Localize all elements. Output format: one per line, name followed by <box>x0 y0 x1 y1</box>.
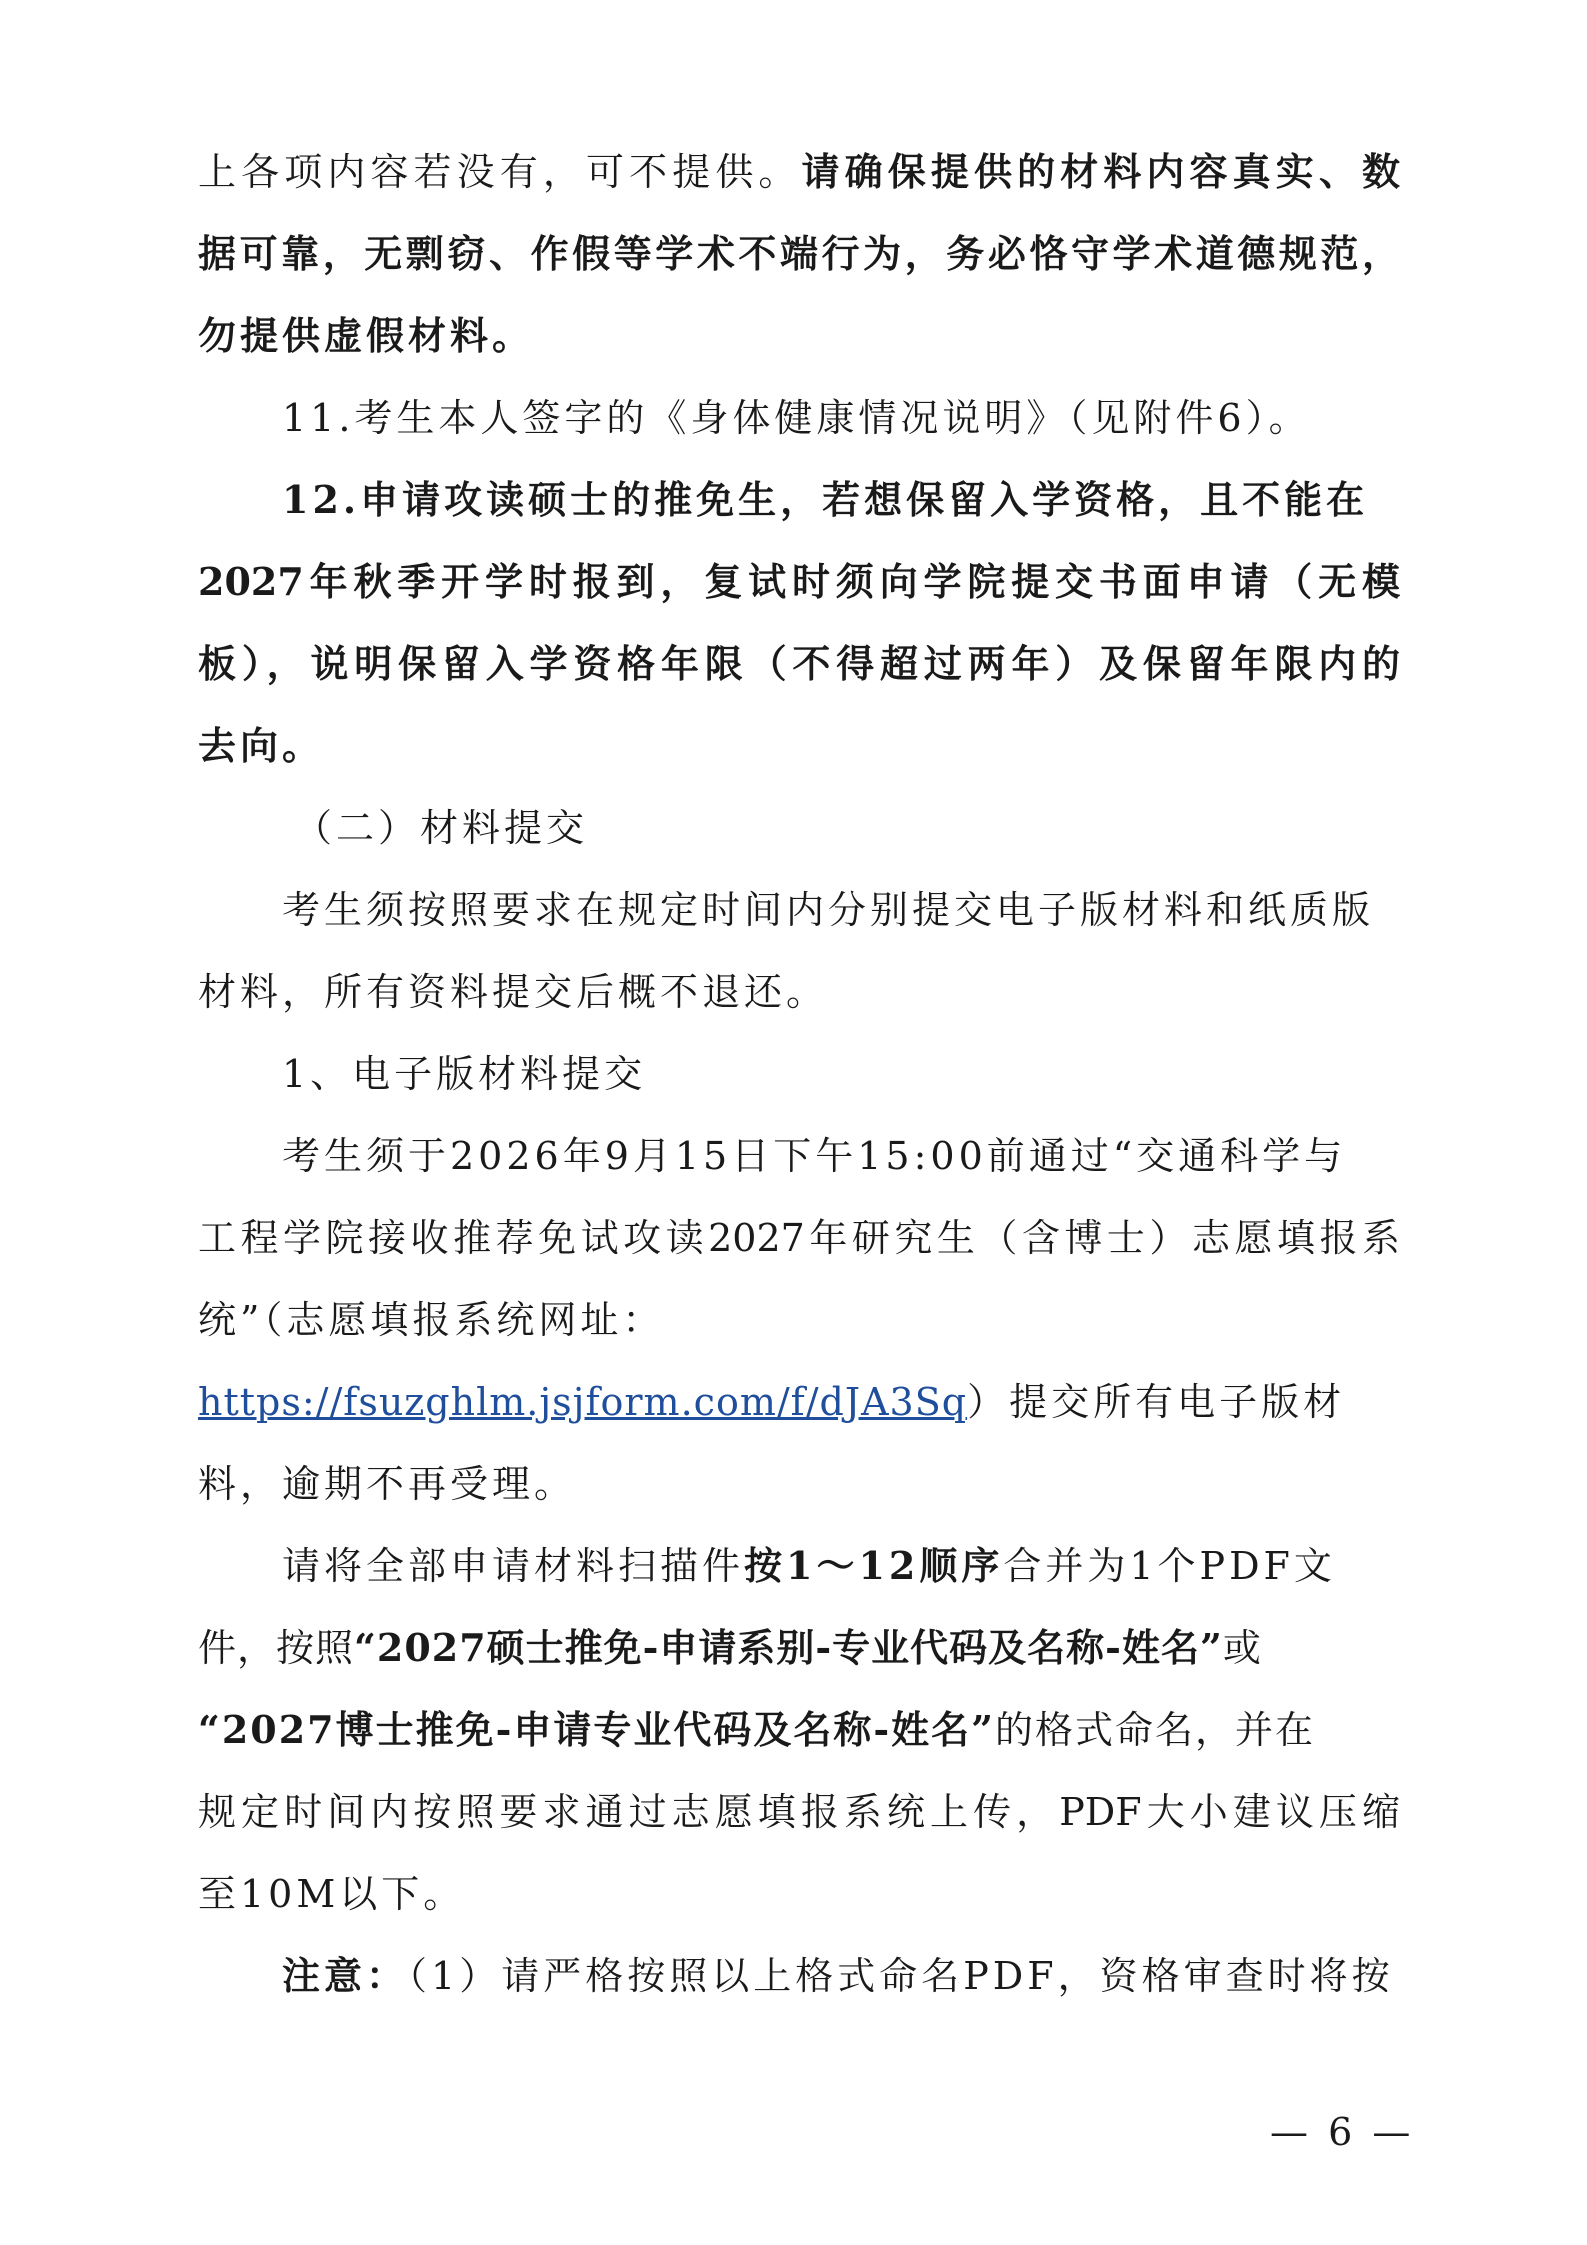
text-line <box>198 968 1398 1016</box>
text-line <box>282 476 1482 524</box>
bold-text-segment: 勿提供虚假材料。 <box>198 313 535 358</box>
system-url-link[interactable]: https://fsuzghlm.jsjform.com/f/dJA3Sq <box>198 1380 968 1424</box>
text-segment: 请将全部申请材料扫描件 <box>282 1544 745 1588</box>
text-segment: 料，逾期不再受理。 <box>198 1462 577 1506</box>
text-segment: （二）材料提交 <box>294 806 589 850</box>
bold-text-segment: 据可靠，无剽窃、作假等学术不端行为，务必恪守学术道德规范， <box>198 231 1400 276</box>
text-line <box>198 1460 1398 1508</box>
bold-text-segment: 12.申请攻读硕士的推免生，若想保留入学资格，且不能在 <box>282 477 1369 522</box>
text-segment: 合并为1个PDF文 <box>1003 1544 1336 1588</box>
bold-text-segment: “2027博士推免-申请专业代码及名称-姓名” <box>198 1707 996 1752</box>
text-segment: 件，按照 <box>198 1626 355 1670</box>
text-line <box>198 1706 1398 1754</box>
text-line <box>198 1624 1398 1672</box>
text-line <box>198 722 1398 770</box>
text-segment: 上各项内容若没有，可不提供。 <box>198 150 802 194</box>
text-segment: 规定时间内按照要求通过志愿填报系统上传，PDF大小建议压缩 <box>198 1790 1400 1834</box>
text-line <box>198 1870 1398 1918</box>
text-line <box>198 230 1400 278</box>
text-segment: 考生须按照要求在规定时间内分别提交电子版材料和纸质版 <box>282 888 1375 932</box>
text-line <box>198 558 1400 606</box>
text-line <box>282 886 1482 934</box>
bold-text-segment: 按1～12顺序 <box>744 1543 1004 1588</box>
bold-text-segment: 板），说明保留入学资格年限（不得超过两年）及保留年限内的 <box>198 641 1400 686</box>
text-line <box>198 1378 1398 1426</box>
bold-text-segment: 2027年秋季开学时报到，复试时须向学院提交书面申请（无模 <box>198 559 1400 604</box>
text-line <box>282 1132 1482 1180</box>
text-line <box>198 312 1398 360</box>
text-line <box>282 394 1482 442</box>
page-number: — 6 — <box>1270 2110 1415 2154</box>
section-heading <box>294 804 1494 852</box>
text-line <box>198 148 1400 196</box>
bold-text-segment: 去向。 <box>198 723 325 768</box>
text-segment: 统”（志愿填报系统网址： <box>198 1298 665 1342</box>
bold-text-segment: 注意： <box>282 1953 409 1998</box>
bold-text-segment: 请确保提供的材料内容真实、数 <box>801 149 1400 194</box>
text-line <box>198 1214 1400 1262</box>
bold-text-segment: “2027硕士推免-申请系别-专业代码及名称-姓名” <box>354 1625 1223 1670</box>
subsection-heading <box>282 1050 1482 1098</box>
text-line <box>198 1788 1400 1836</box>
text-segment: 或 <box>1222 1626 1262 1670</box>
text-segment: 11.考生本人签字的《身体健康情况说明》（见附件6）。 <box>282 396 1311 440</box>
text-segment: ）提交所有电子版材 <box>967 1380 1346 1424</box>
text-line <box>282 1952 1482 2000</box>
text-segment: 的格式命名，并在 <box>995 1708 1316 1752</box>
text-line <box>198 640 1400 688</box>
text-segment: 工程学院接收推荐免试攻读2027年研究生（含博士）志愿填报系 <box>198 1216 1400 1260</box>
text-segment: 至10M以下。 <box>198 1872 466 1916</box>
text-segment: （1）请严格按照以上格式命名PDF，资格审查时将按 <box>408 1954 1394 1998</box>
text-segment: 考生须于2026年9月15日下午15:00前通过“交通科学与 <box>282 1134 1347 1178</box>
text-segment: 材料，所有资料提交后概不退还。 <box>198 970 829 1014</box>
text-line <box>198 1296 1398 1344</box>
text-segment: 1、电子版材料提交 <box>282 1052 647 1096</box>
text-line <box>282 1542 1482 1590</box>
